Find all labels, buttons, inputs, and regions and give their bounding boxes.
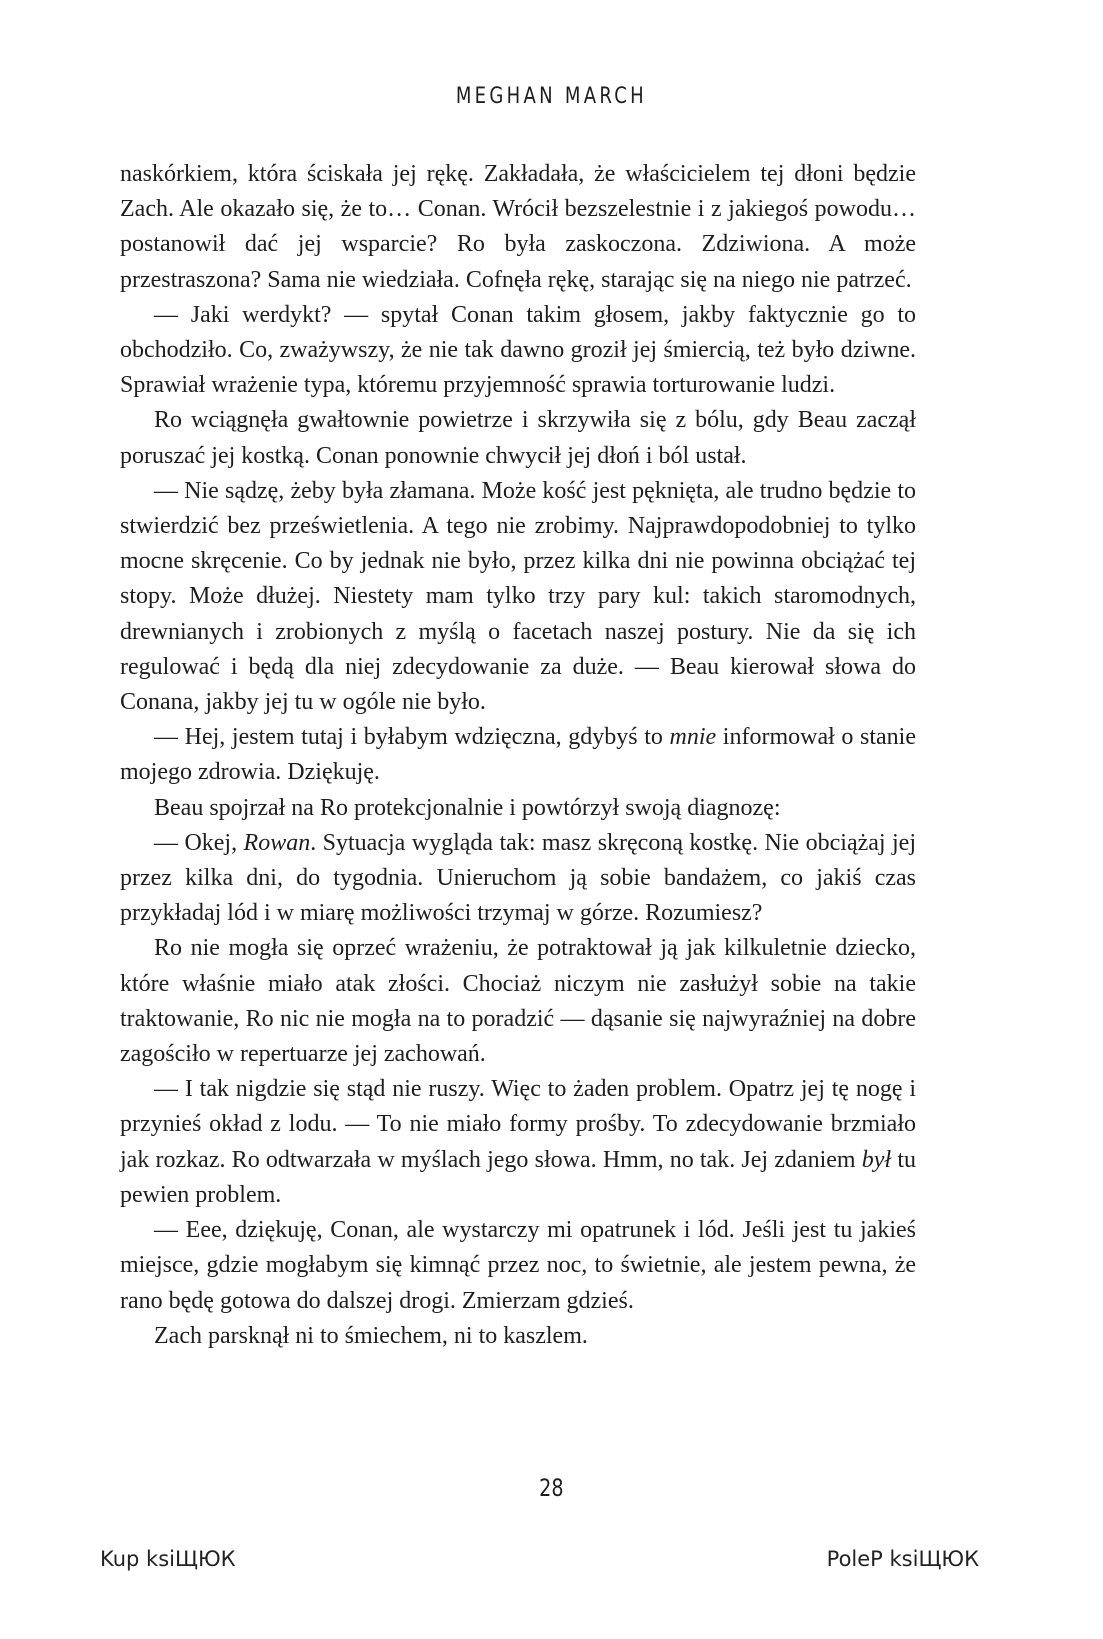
paragraph	[120, 1319, 916, 1354]
recommend-book-link[interactable]: PoleР ksiЩЮК	[826, 1547, 979, 1571]
text-run: — Nie sądzę, żeby była złamana. Może kość jest pęknięta, ale trudno będzie to stwierdzić bez prześwietlenia. A tego nie zrobimy. Najprawdopodobniej to tylko mocne skręcenie. Co by jednak nie było, przez kilka dni nie powinna obciążać tej stopy. Może dłużej. Niestety mam tylko trzy pary kul: takich staromodnych, drewnianych i zrobionych z myślą o facetach naszej postury. Nie da się ich regulować i będą dla niej zdecydowanie za duże. — Beau kierował słowa do Conana, jakby jej tu w ogóle nie było.	[120, 477, 916, 716]
buy-book-link[interactable]: Kup ksiЩЮК	[100, 1547, 236, 1571]
text-run: — Hej, jestem tutaj i byłabym wdzięczna, gdybyś to	[154, 724, 670, 751]
body-text	[120, 157, 916, 1354]
paragraph	[120, 474, 916, 720]
paragraph	[120, 931, 916, 1072]
text-run: — Eee, dziękuję, Conan, ale wystarczy mi opatrunek i lód. Jeśli jest tu jakieś miejsce, gdzie mogłabym się kimnąć przez noc, to świetnie, ale jestem pewna, że rano będę gotowa do dalszej drogi. Zmierzam gdzieś.	[120, 1217, 916, 1314]
text-run: Zach parsknął ni to śmiechem, ni to kaszlem.	[154, 1322, 588, 1349]
paragraph	[120, 1213, 916, 1319]
text-run: Ro wciągnęła gwałtownie powietrze i skrzywiła się z bólu, gdy Beau zaczął poruszać jej kostką. Conan ponownie chwycił jej dłoń i ból ustał.	[120, 407, 916, 469]
text-run: tu pewien problem.	[120, 1146, 916, 1208]
text-run: — Jaki werdykt? — spytał Conan takim głosem, jakby faktycznie go to obchodziło. Co, zważywszy, że nie tak dawno groził jej śmiercią, też było dziwne. Sprawiał wrażenie typa, któremu przyjemność sprawia torturowanie ludzi.	[120, 301, 916, 399]
page-number: 28	[539, 1474, 564, 1502]
text-run: . Sytuacja wygląda tak: masz skręconą kostkę. Nie obciążaj jej przez kilka dni, do tygodnia. Unieruchom ją sobie bandażem, co jakiś czas przykładaj lód i w miarę możliwości trzymaj w górze. Rozumiesz?	[120, 829, 917, 927]
text-run: Ro nie mogła się oprzeć wrażeniu, że potraktował ją jak kilkuletnie dziecko, które właśnie miało atak złości. Chociaż niczym nie zasłużył sobie na takie traktowanie, Ro nic nie mogła na to poradzić — dąsanie się najwyraźniej na dobre zagościło w repertuarze jej zachowań.	[120, 935, 916, 1068]
text-run: — Okej,	[154, 829, 244, 856]
paragraph	[120, 403, 916, 473]
paragraph	[120, 826, 916, 932]
italic-text: mnie	[669, 724, 717, 751]
text-run: informował o stanie mojego zdrowia. Dziękuję.	[120, 724, 916, 786]
paragraph	[120, 157, 916, 298]
running-head: MEGHAN MARCH	[455, 84, 647, 109]
paragraph	[120, 791, 916, 826]
text-run: Beau spojrzał na Ro protekcjonalnie i powtórzył swoją diagnozę:	[154, 794, 781, 821]
text-run: — I tak nigdzie się stąd nie ruszy. Więc to żaden problem. Opatrz jej tę nogę i przynieś okład z lodu. — To nie miało formy prośby. To zdecydowanie brzmiało jak rozkaz. Ro odtwarzała w myślach jego słowa. Hmm, no tak. Jej zdaniem	[120, 1076, 916, 1173]
paragraph	[120, 1072, 916, 1213]
paragraph	[120, 298, 916, 404]
italic-text: Rowan	[243, 829, 311, 856]
italic-text: był	[861, 1146, 892, 1173]
paragraph	[120, 720, 916, 790]
text-run: naskórkiem, która ściskała jej rękę. Zakładała, że właścicielem tej dłoni będzie Zach. Ale okazało się, że to… Conan. Wrócił bezszelestnie i z jakiegoś powodu… postanowił dać jej wsparcie? Ro była zaskoczona. Zdziwiona. A może przestraszona? Sama nie wiedziała. Cofnęła rękę, starając się na niego nie patrzeć.	[120, 161, 916, 293]
